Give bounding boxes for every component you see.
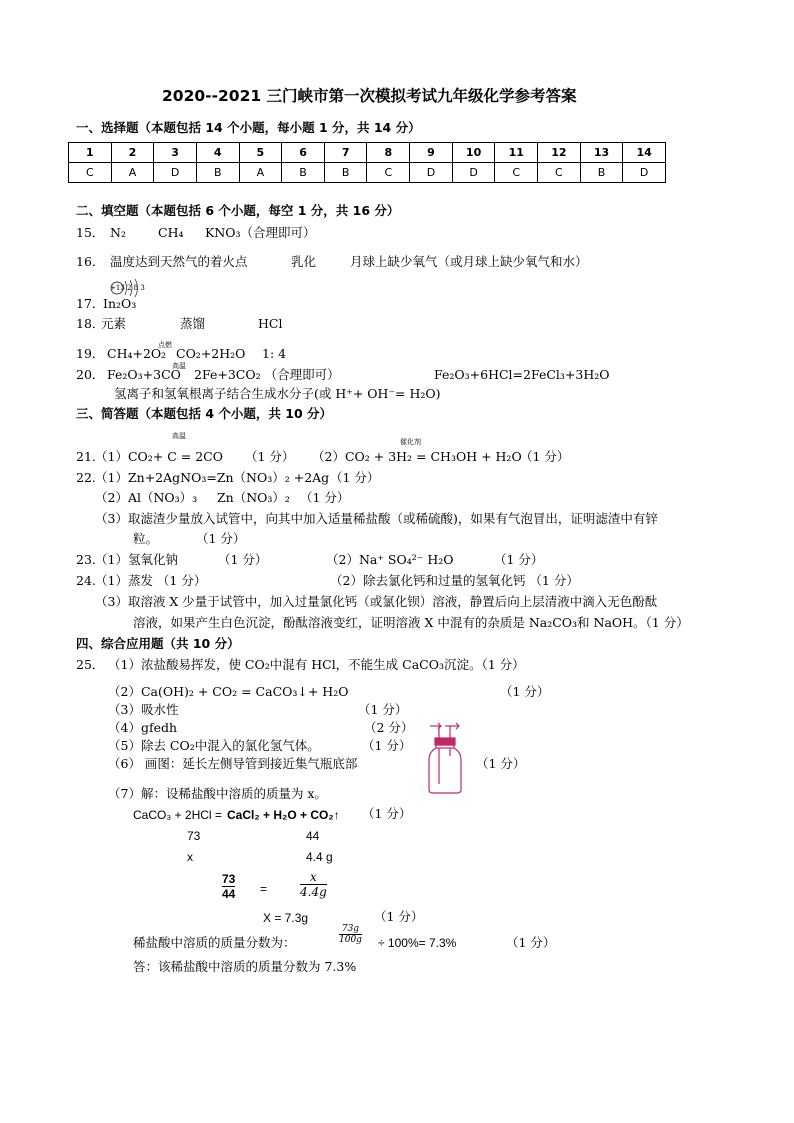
answer-cell: D bbox=[154, 163, 197, 183]
question-number-cell: 11 bbox=[495, 143, 538, 163]
q18-answer-1: 元素 bbox=[101, 316, 127, 331]
page-title: 2020--2021 三门峡市第一次模拟考试九年级化学参考答案 bbox=[162, 87, 577, 105]
answer-cell: B bbox=[282, 163, 325, 183]
q25-score-5: （1 分） bbox=[362, 738, 412, 753]
q18-number: 18． bbox=[76, 316, 105, 331]
proportion-fraction-right bbox=[300, 870, 327, 899]
question-number-cell: 6 bbox=[282, 143, 325, 163]
q23-part-2: （2）Na⁺ SO₄²⁻ H₂O bbox=[326, 552, 454, 567]
calc-equation-left: CaCO₃ + 2HCl = bbox=[133, 808, 222, 822]
answer-cell: A bbox=[239, 163, 282, 183]
question-number-cell: 14 bbox=[623, 143, 666, 163]
answer-cell: B bbox=[580, 163, 623, 183]
q24-part-3-cont: 溶液，如果产生白色沉淀，酚酞溶液变红，证明溶液 X 中混有的杂质是 Na₂CO₃和 NaOH。（1 分） bbox=[133, 615, 689, 630]
answer-cell: C bbox=[538, 163, 581, 183]
q25-part-5: （5）除去 CO₂中混入的氯化氢气体。 bbox=[108, 738, 320, 753]
fraction-denominator: 44 bbox=[222, 887, 236, 901]
fraction-denominator: 100g bbox=[339, 935, 362, 945]
proportion-fraction-left bbox=[222, 872, 235, 901]
calc-mass-hcl: 73 bbox=[187, 829, 201, 843]
answer-cell: C bbox=[69, 163, 112, 183]
q20-condition: 高温 bbox=[172, 362, 186, 370]
q25-part-7: （7）解：设稀盐酸中溶质的质量为 x。 bbox=[108, 786, 327, 801]
q23-number: 23. bbox=[76, 552, 96, 567]
section-3-heading: 三、简答题（本题包括 4 个小题，共 10 分） bbox=[76, 406, 333, 421]
mass-fraction-label: 稀盐酸中溶质的质量分数为： bbox=[133, 935, 296, 950]
question-number-cell: 13 bbox=[580, 143, 623, 163]
calc-score-7: （1 分） bbox=[362, 806, 412, 821]
q25-part-3: （3）吸水性 bbox=[108, 702, 179, 717]
q15-answer-1: N₂ bbox=[110, 225, 126, 240]
question-number-cell: 8 bbox=[367, 143, 410, 163]
q22-part-1: （1）Zn+2AgNO₃=Zn（NO₃）₂ +2Ag bbox=[95, 470, 330, 485]
q25-score-2: （1 分） bbox=[500, 684, 550, 699]
q20-answer-3: 氢离子和氢氧根离子结合生成水分子(或 H⁺+ OH⁻= H₂O) bbox=[114, 386, 441, 401]
answer-cell: D bbox=[452, 163, 495, 183]
q16-answer-1: 温度达到天然气的着火点 bbox=[110, 254, 248, 269]
q23-score-2: （1 分） bbox=[494, 552, 544, 567]
q25-score-4: （2 分） bbox=[364, 720, 414, 735]
answer-cell: D bbox=[623, 163, 666, 183]
question-number-cell: 2 bbox=[111, 143, 154, 163]
section-2-heading: 二、填空题（本题包括 6 个小题，每空 1 分，共 16 分） bbox=[76, 203, 400, 218]
q24-part-2: （2）除去氯化钙和过量的氢氧化钙 （1 分） bbox=[330, 573, 579, 588]
q20-number: 20． bbox=[76, 367, 105, 382]
section-4-heading: 四、综合应用题（共 10 分） bbox=[76, 636, 240, 651]
q21-part-1: （1）CO₂+ C = 2CO bbox=[95, 449, 223, 464]
q22-number: 22. bbox=[76, 470, 96, 485]
q21-part-2: （2）CO₂ + 3H₂ = CH₃OH + H₂O bbox=[312, 449, 522, 464]
q25-number: 25． bbox=[76, 657, 105, 672]
q20-equation-2: Fe₂O₃+6HCl=2FeCl₃+3H₂O bbox=[434, 367, 610, 382]
answer-cell: D bbox=[410, 163, 453, 183]
q20-equation-reactants: Fe₂O₃+3CO bbox=[107, 367, 181, 382]
calc-equation-right: CaCl₂ + H₂O + CO₂↑ bbox=[227, 808, 340, 822]
q19-ratio: 1: 4 bbox=[262, 346, 287, 361]
q23-part-1: （1）氢氧化钠 bbox=[95, 552, 178, 567]
q22-part-3-cont: 粒。 bbox=[133, 531, 159, 546]
q19-condition: 点燃 bbox=[158, 341, 172, 349]
q24-part-3: （3）取溶液 X 少量于试管中，加入过量氯化钙（或氯化钡）溶液，静置后向上层清液中滴入无色酚酞 bbox=[95, 594, 658, 609]
proportion-equals: = bbox=[260, 882, 268, 896]
answer-cell: C bbox=[495, 163, 538, 183]
q24-part-1: （1）蒸发 （1 分） bbox=[95, 573, 207, 588]
q18-answer-3: HCl bbox=[258, 316, 283, 331]
calc-score-9: （1 分） bbox=[506, 935, 556, 950]
q21-number: 21. bbox=[76, 449, 96, 464]
q19-equation-products: CO₂+2H₂O bbox=[176, 346, 246, 361]
q18-answer-2: 蒸馏 bbox=[180, 316, 206, 331]
q15-answer-2: CH₄ bbox=[158, 225, 184, 240]
question-number-cell: 5 bbox=[239, 143, 282, 163]
q21-score-1: （1 分） bbox=[245, 449, 295, 464]
question-number-cell: 3 bbox=[154, 143, 197, 163]
atom-structure-label: +13 2 8 3 bbox=[110, 284, 145, 292]
q24-number: 24. bbox=[76, 573, 96, 588]
q20-equation-products: 2Fe+3CO₂ （合理即可） bbox=[194, 367, 340, 382]
q16-number: 16． bbox=[76, 254, 105, 269]
calc-score-8: （1 分） bbox=[374, 909, 424, 924]
q17-number: 17． bbox=[76, 296, 105, 311]
q15-answer-3: KNO₃（合理即可） bbox=[205, 225, 316, 240]
answer-cell: C bbox=[367, 163, 410, 183]
q21-score-2: （1 分） bbox=[520, 449, 570, 464]
answer-cell: A bbox=[111, 163, 154, 183]
fraction-numerator: 73 bbox=[222, 872, 236, 886]
q21-condition-2: 催化剂 bbox=[400, 438, 421, 446]
section-1-heading: 一、选择题（本题包括 14 个小题，每小题 1 分，共 14 分） bbox=[76, 120, 421, 135]
question-number-cell: 9 bbox=[410, 143, 453, 163]
q17-answer: In₂O₃ bbox=[103, 296, 137, 311]
mass-fraction-result: ÷ 100%= 7.3% bbox=[378, 936, 457, 950]
q22-part-2b: Zn（NO₃）₂ bbox=[217, 490, 290, 505]
q23-score-1: （1 分） bbox=[218, 552, 268, 567]
mass-fraction-fraction bbox=[339, 924, 362, 945]
question-number-cell: 1 bbox=[69, 143, 112, 163]
q19-number: 19． bbox=[76, 346, 105, 361]
gas-collection-bottle-drawing bbox=[425, 720, 465, 794]
q22-part-2a: （2）Al（NO₃）₃ bbox=[95, 490, 198, 505]
fraction-numerator: x bbox=[309, 870, 317, 884]
q15-number: 15． bbox=[76, 225, 105, 240]
q22-score-3: （1 分） bbox=[196, 531, 246, 546]
q25-score-6: （1 分） bbox=[476, 756, 526, 771]
q22-score-1: （1 分） bbox=[330, 470, 380, 485]
q16-answer-3: 月球上缺少氧气（或月球上缺少氧气和水） bbox=[350, 254, 588, 269]
q25-part-1: （1）浓盐酸易挥发，使 CO₂中混有 HCl，不能生成 CaCO₃沉淀。（1 分） bbox=[108, 657, 525, 672]
q22-part-3: （3）取滤渣少量放入试管中，向其中加入适量稀盐酸（或稀硫酸)，如果有气泡冒出，证明滤渣中有锌 bbox=[95, 511, 658, 526]
final-answer: 答：该稀盐酸中溶质的质量分数为 7.3% bbox=[133, 959, 357, 974]
q22-score-2: （1 分） bbox=[300, 490, 350, 505]
answer-cell: B bbox=[196, 163, 239, 183]
question-number-cell: 10 bbox=[452, 143, 495, 163]
calc-var-x: x bbox=[187, 850, 193, 864]
answer-cell: B bbox=[324, 163, 367, 183]
q16-answer-2: 乳化 bbox=[291, 254, 317, 269]
calc-result-x: X = 7.3g bbox=[263, 911, 309, 925]
question-number-cell: 12 bbox=[538, 143, 581, 163]
question-number-cell: 7 bbox=[324, 143, 367, 163]
fraction-numerator: 73g bbox=[341, 924, 360, 934]
calc-var-co2-mass: 4.4 g bbox=[306, 850, 333, 864]
question-number-cell: 4 bbox=[196, 143, 239, 163]
q25-part-4: （4）gfedh bbox=[108, 720, 178, 735]
q25-score-3: （1 分） bbox=[358, 702, 408, 717]
calc-mass-co2: 44 bbox=[306, 829, 320, 843]
answer-row bbox=[69, 163, 666, 183]
q25-part-6: （6） 画图：延长左侧导管到接近集气瓶底部 bbox=[108, 756, 358, 771]
q25-part-2: （2）Ca(OH)₂ + CO₂ = CaCO₃↓+ H₂O bbox=[108, 684, 349, 699]
choice-answer-table bbox=[68, 142, 666, 183]
fraction-denominator: 4.4g bbox=[300, 885, 327, 899]
question-number-row bbox=[69, 143, 666, 163]
q19-equation-reactants: CH₄+2O₂ bbox=[107, 346, 167, 361]
q21-condition-1: 高温 bbox=[172, 432, 186, 440]
